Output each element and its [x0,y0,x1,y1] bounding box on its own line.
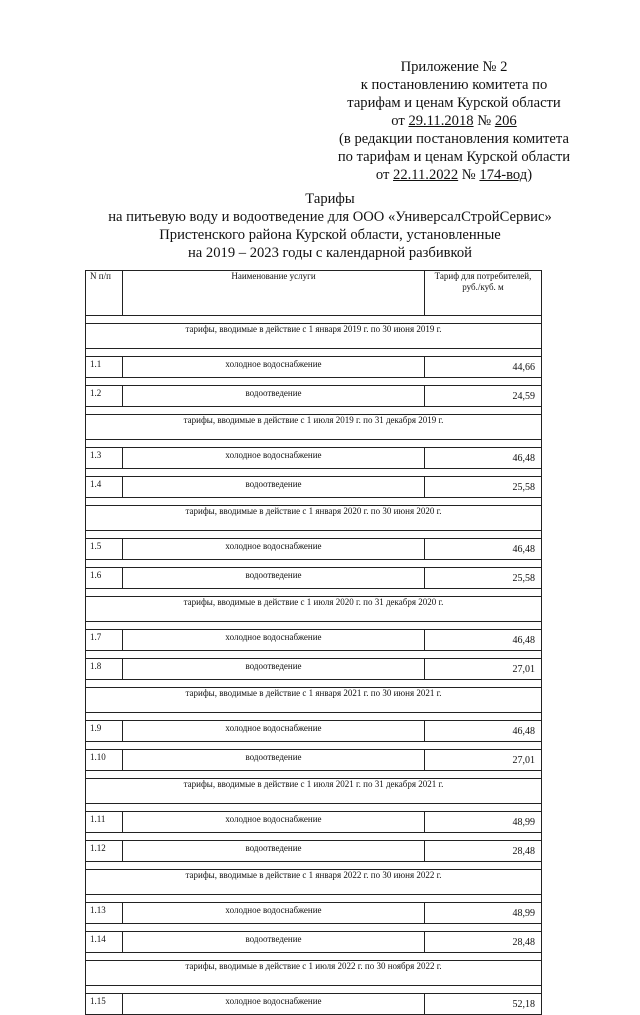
table-spacer-row [86,771,542,779]
table-row [86,539,542,560]
table-spacer-cell [86,895,542,903]
table-spacer-cell [86,833,542,841]
row-number: 1.3 [86,448,123,469]
appendix-edition-note: (в редакции постановления комитета [339,131,569,147]
table-spacer-cell [86,771,542,779]
title-line-4: на 2019 – 2023 годы с календарной разбивкой [188,245,472,261]
service-name: водоотведение [123,659,425,680]
appendix-edition-date: от 22.11.2022 № 174-вод) [375,167,533,183]
service-name: водоотведение [123,750,425,771]
service-name: водоотведение [123,386,425,407]
service-name: холодное водоснабжение [123,903,425,924]
period-label: тарифы, вводимые в действие с 1 января 2019 г. по 30 июня 2019 г. [86,324,542,349]
appendix-original-date: от 29.11.2018 № 206 [391,113,517,129]
table-spacer-row [86,316,542,324]
period-row [86,324,542,349]
tariff-value: 24,59 [425,386,542,407]
table-spacer-cell [86,953,542,961]
original-resolution-date: 29.11.2018 [408,113,474,129]
row-number: 1.9 [86,721,123,742]
period-row [86,415,542,440]
table-row [86,750,542,771]
row-number: 1.10 [86,750,123,771]
table-spacer-cell [86,804,542,812]
table-spacer-cell [86,680,542,688]
table-spacer-row [86,378,542,386]
header-num: N п/п [86,271,123,316]
table-row [86,903,542,924]
table-spacer-cell [86,924,542,932]
tariff-value: 25,58 [425,568,542,589]
service-name: холодное водоснабжение [123,721,425,742]
period-row [86,597,542,622]
service-name: водоотведение [123,477,425,498]
row-number: 1.15 [86,994,123,1015]
service-name: холодное водоснабжение [123,630,425,651]
table-spacer-row [86,651,542,659]
row-number: 1.7 [86,630,123,651]
table-row [86,659,542,680]
header-service-name: Наименование услуги [123,271,425,316]
table-spacer-cell [86,349,542,357]
header-tariff: Тариф для потребителей, руб./куб. м [425,271,542,316]
table-spacer-cell [86,713,542,721]
edition-resolution-number: 174-вод [479,167,528,183]
table-row [86,357,542,378]
tariff-table [85,270,542,1015]
table-spacer-cell [86,378,542,386]
table-spacer-cell [86,589,542,597]
table-spacer-row [86,986,542,994]
appendix-committee: тарифам и ценам Курской области [347,95,561,111]
table-row [86,721,542,742]
row-number: 1.13 [86,903,123,924]
table-spacer-row [86,469,542,477]
service-name: водоотведение [123,841,425,862]
table-spacer-row [86,407,542,415]
table-row [86,568,542,589]
edition-resolution-date: 22.11.2022 [393,167,459,183]
tariff-value: 52,18 [425,994,542,1015]
period-label: тарифы, вводимые в действие с 1 января 2021 г. по 30 июня 2021 г. [86,688,542,713]
tariff-value: 25,58 [425,477,542,498]
appendix-header [318,58,590,184]
service-name: водоотведение [123,932,425,953]
title-heading: Тарифы [305,191,355,207]
table-spacer-row [86,742,542,750]
original-resolution-number: 206 [494,113,517,129]
appendix-resolution-ref: к постановлению комитета по [360,77,548,93]
table-spacer-cell [86,407,542,415]
table-header-row [86,271,542,316]
service-name: холодное водоснабжение [123,357,425,378]
table-spacer-row [86,862,542,870]
row-number: 1.11 [86,812,123,833]
tariff-value: 44,66 [425,357,542,378]
table-spacer-cell [86,622,542,630]
table-spacer-cell [86,560,542,568]
tariff-value: 48,99 [425,903,542,924]
row-number: 1.2 [86,386,123,407]
period-label: тарифы, вводимые в действие с 1 июля 2020 г. по 31 декабря 2020 г. [86,597,542,622]
table-row [86,994,542,1015]
table-spacer-row [86,680,542,688]
table-spacer-cell [86,440,542,448]
table-row [86,932,542,953]
row-number: 1.6 [86,568,123,589]
tariff-value: 48,99 [425,812,542,833]
period-label: тарифы, вводимые в действие с 1 июля 2021 г. по 31 декабря 2021 г. [86,779,542,804]
period-row [86,779,542,804]
table-spacer-cell [86,986,542,994]
table-spacer-cell [86,498,542,506]
tariff-value: 46,48 [425,448,542,469]
table-spacer-cell [86,469,542,477]
period-label: тарифы, вводимые в действие с 1 июля 2019 г. по 31 декабря 2019 г. [86,415,542,440]
service-name: холодное водоснабжение [123,539,425,560]
tariff-value: 27,01 [425,750,542,771]
service-name: водоотведение [123,568,425,589]
table-spacer-row [86,622,542,630]
table-spacer-row [86,713,542,721]
document-title [60,190,600,262]
row-number: 1.1 [86,357,123,378]
appendix-number: Приложение № 2 [400,59,508,75]
title-line-2: на питьевую воду и водоотведение для ООО «УниверсалСтройСервис» [108,209,552,225]
tariff-value: 27,01 [425,659,542,680]
row-number: 1.12 [86,841,123,862]
row-number: 1.8 [86,659,123,680]
table-spacer-row [86,924,542,932]
tariff-value: 46,48 [425,721,542,742]
period-row [86,961,542,986]
service-name: холодное водоснабжение [123,812,425,833]
table-spacer-row [86,349,542,357]
table-spacer-row [86,498,542,506]
table-spacer-row [86,833,542,841]
table-spacer-row [86,895,542,903]
table-spacer-cell [86,742,542,750]
period-row [86,870,542,895]
table-row [86,812,542,833]
table-row [86,630,542,651]
period-row [86,506,542,531]
appendix-edition-committee: по тарифам и ценам Курской области [337,149,571,165]
table-row [86,477,542,498]
table-spacer-cell [86,316,542,324]
table-row [86,386,542,407]
service-name: холодное водоснабжение [123,994,425,1015]
table-spacer-cell [86,862,542,870]
table-row [86,841,542,862]
period-row [86,688,542,713]
service-name: холодное водоснабжение [123,448,425,469]
table-spacer-row [86,560,542,568]
table-spacer-row [86,440,542,448]
table-spacer-cell [86,531,542,539]
tariff-value: 46,48 [425,539,542,560]
table-spacer-row [86,589,542,597]
row-number: 1.5 [86,539,123,560]
title-line-3: Пристенского района Курской области, установленные [159,227,501,243]
table-row [86,448,542,469]
period-label: тарифы, вводимые в действие с 1 января 2022 г. по 30 июня 2022 г. [86,870,542,895]
row-number: 1.14 [86,932,123,953]
table-spacer-row [86,531,542,539]
tariff-value: 28,48 [425,841,542,862]
period-label: тарифы, вводимые в действие с 1 июля 2022 г. по 30 ноября 2022 г. [86,961,542,986]
tariff-value: 46,48 [425,630,542,651]
table-spacer-row [86,804,542,812]
period-label: тарифы, вводимые в действие с 1 января 2020 г. по 30 июня 2020 г. [86,506,542,531]
tariff-value: 28,48 [425,932,542,953]
table-spacer-row [86,953,542,961]
row-number: 1.4 [86,477,123,498]
table-spacer-cell [86,651,542,659]
